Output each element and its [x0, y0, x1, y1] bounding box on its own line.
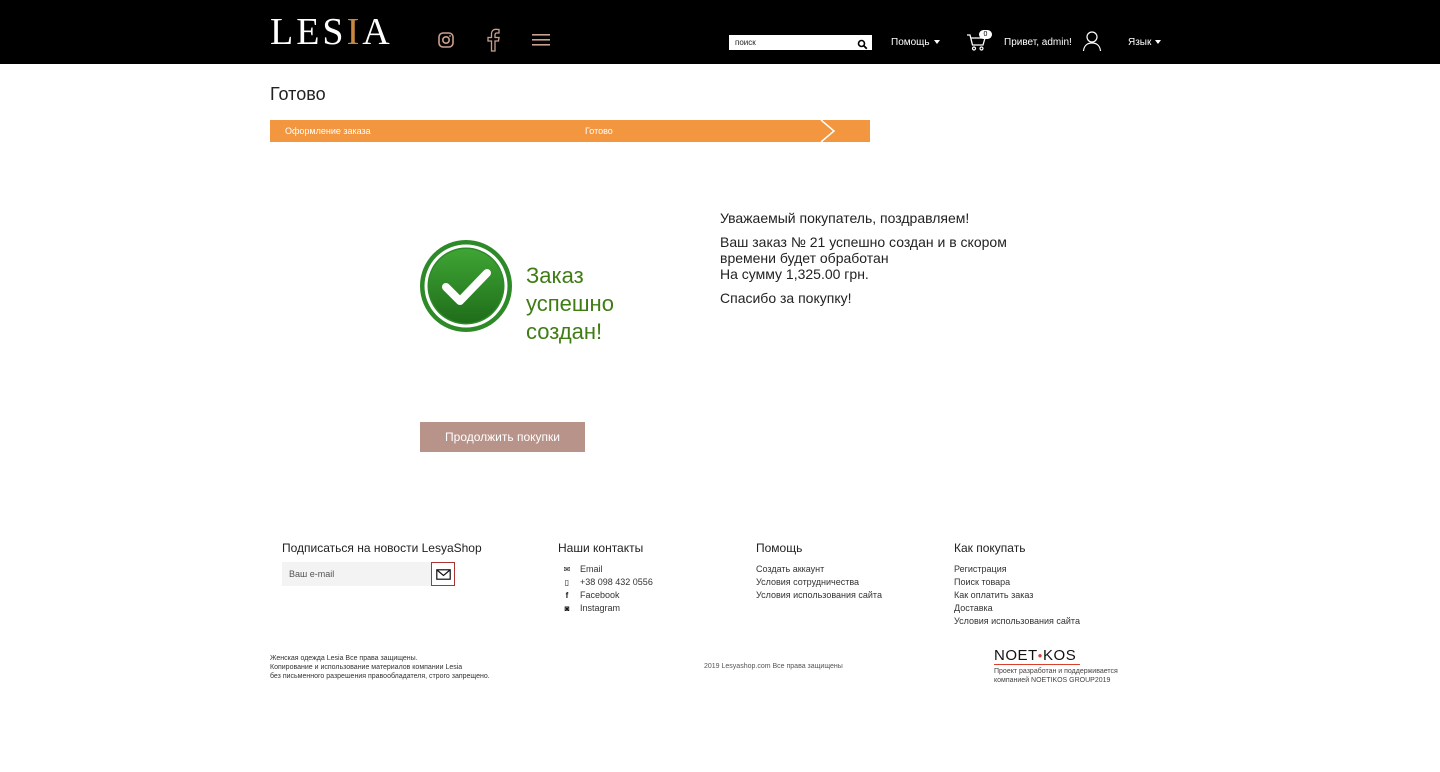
mail-icon [436, 569, 451, 580]
help-dropdown[interactable] [891, 37, 940, 49]
step-checkout[interactable]: Оформление заказа [285, 126, 371, 136]
developer-credit [994, 667, 1118, 685]
user-greeting[interactable]: Привет, admin! [1004, 37, 1072, 48]
help-label: Помощь [891, 37, 930, 48]
logo-text: LES [270, 11, 347, 53]
how-to-buy-links [954, 563, 1080, 628]
help-title: Помощь [756, 541, 803, 555]
contact-label: Email [580, 564, 603, 574]
search-box [729, 35, 872, 50]
success-message [526, 262, 676, 346]
phone-icon: ▯ [564, 578, 570, 587]
footer-link[interactable]: Условия использования сайта [756, 590, 882, 600]
facebook-icon: f [565, 591, 569, 600]
facebook-icon[interactable] [483, 28, 503, 52]
noet-underline [994, 664, 1080, 665]
mail-icon: ✉ [563, 565, 571, 574]
continue-shopping-button[interactable]: Продолжить покупки [420, 422, 585, 452]
contacts-title: Наши контакты [558, 541, 644, 555]
instagram-icon: ◙ [564, 604, 570, 613]
logo-mark: Ӏ [346, 11, 363, 53]
chevron-down-icon [934, 40, 940, 44]
footer-link[interactable]: Доставка [954, 603, 993, 613]
thanks-text: Спасибо за покупку! [720, 290, 852, 306]
contact-label: Instagram [580, 603, 621, 613]
site-header [0, 0, 1440, 64]
subscribe-title: Подписаться на новости LesyaShop [282, 541, 482, 555]
chevron-down-icon [1155, 40, 1161, 44]
footer-link[interactable]: Создать аккаунт [756, 564, 825, 574]
copyright-line: без письменного разрешения правообладателя, строго запрещено. [270, 673, 490, 680]
contact-phone[interactable] [561, 576, 653, 589]
subscribe-button[interactable] [431, 562, 455, 586]
how-to-buy-title: Как покупать [954, 541, 1026, 555]
footer-link[interactable]: Как оплатить заказ [954, 590, 1034, 600]
credit-line: компанией NOETIKOS GROUP2019 [994, 677, 1111, 684]
copyright-line: Копирование и использование материалов компании Lesia [270, 664, 463, 671]
order-amount: На сумму 1,325.00 грн. [720, 266, 869, 282]
noet-logo-dot: ● [1037, 651, 1044, 661]
language-dropdown[interactable] [1128, 37, 1161, 49]
copyright-center: 2019 Lesyashop.com Все права защищены [704, 663, 843, 670]
logo-text-end: A [362, 11, 393, 53]
help-links [756, 563, 882, 602]
checkout-steps [270, 120, 870, 142]
site-logo[interactable] [270, 12, 393, 52]
noet-logo-part: NOET [994, 647, 1038, 664]
order-line: времени будет обработан [720, 250, 889, 266]
noetikos-logo[interactable] [994, 648, 1076, 664]
step-separator-icon [819, 120, 839, 142]
congrats-text: Уважаемый покупатель, поздравляем! [720, 210, 970, 226]
footer-link[interactable]: Поиск товара [954, 577, 1011, 587]
success-line: создан! [526, 319, 603, 344]
email-field[interactable] [282, 562, 432, 586]
footer-link[interactable]: Регистрация [954, 564, 1007, 574]
contact-instagram[interactable] [561, 602, 653, 615]
cart-count-badge: 0 [979, 30, 992, 39]
contact-email[interactable] [561, 563, 653, 576]
menu-icon[interactable] [531, 28, 551, 52]
footer-link[interactable]: Условия использования сайта [954, 616, 1080, 626]
search-icon[interactable] [857, 37, 868, 48]
order-line: Ваш заказ № 21 успешно создан и в скором [720, 234, 1007, 250]
contacts-list [561, 563, 653, 615]
footer-link[interactable]: Условия сотрудничества [756, 577, 860, 587]
copyright-left [270, 654, 490, 681]
success-line: успешно [526, 291, 614, 316]
contact-facebook[interactable] [561, 589, 653, 602]
user-icon[interactable] [1082, 30, 1102, 52]
order-info [720, 210, 1060, 314]
search-input[interactable] [735, 37, 853, 48]
step-done: Готово [585, 126, 613, 136]
checkmark-circle-icon [420, 240, 512, 332]
success-line: Заказ [526, 263, 584, 288]
page-title: Готово [270, 84, 326, 104]
contact-label: Facebook [580, 590, 620, 600]
contact-label: +38 098 432 0556 [580, 577, 653, 587]
noet-logo-part: KOS [1043, 647, 1077, 664]
instagram-icon[interactable] [436, 28, 456, 52]
order-details [720, 234, 1060, 282]
copyright-line: Женская одежда Lesia Все права защищены. [270, 655, 418, 662]
language-label: Язык [1128, 37, 1152, 48]
credit-line: Проект разработан и поддерживается [994, 668, 1118, 675]
